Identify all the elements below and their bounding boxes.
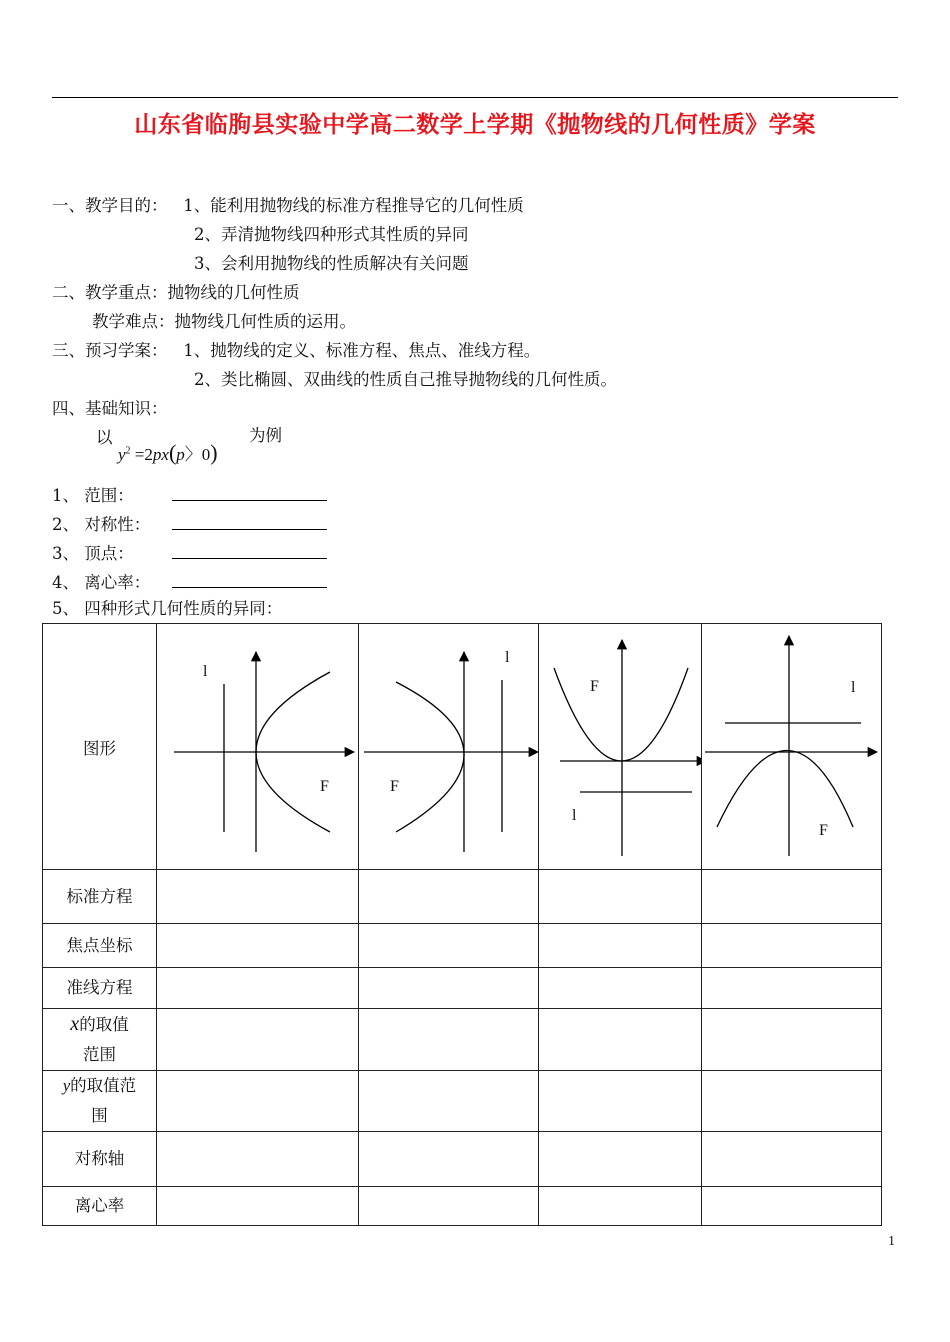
row-var-x: x	[70, 1013, 80, 1035]
fill-item-range	[52, 484, 327, 506]
row-label-text: 准线方程	[66, 978, 133, 997]
focus-label: F	[818, 822, 828, 839]
answer-cell[interactable]	[702, 1132, 882, 1187]
item-5-heading: 5、 四种形式几何性质的异同：	[52, 599, 283, 618]
formula-eq: =2	[134, 445, 153, 464]
graph-down-opening	[702, 624, 882, 870]
fill-item-num: 1、	[52, 486, 79, 505]
answer-cell[interactable]	[359, 968, 539, 1009]
parabola-right-diagram	[158, 624, 358, 865]
fill-item-label: 顶点：	[84, 544, 134, 563]
row-label-focus-coordinates	[43, 924, 157, 968]
answer-cell[interactable]	[157, 1187, 359, 1226]
answer-cell[interactable]	[539, 870, 702, 924]
row-label-text: 标准方程	[66, 886, 133, 906]
answer-cell[interactable]	[539, 924, 702, 968]
key-points-label: 二、教学重点：	[52, 283, 168, 302]
parabola-left-diagram	[360, 624, 538, 865]
answer-cell[interactable]	[702, 968, 882, 1009]
answer-cell[interactable]	[702, 924, 882, 968]
focus-label: F	[319, 778, 329, 795]
row-label-text: 焦点坐标	[66, 935, 133, 955]
row-label-text-2: 围	[91, 1106, 108, 1125]
row-label-text: 的取值范	[70, 1076, 137, 1095]
directrix-label: l	[850, 679, 855, 696]
formula-gt0: 〉0	[184, 445, 211, 464]
answer-cell[interactable]	[157, 968, 359, 1009]
basics-label: 四、基础知识：	[52, 399, 168, 418]
row-label-eccentricity	[43, 1187, 157, 1226]
answer-cell[interactable]	[539, 968, 702, 1009]
directrix-label: l	[571, 807, 576, 824]
fill-item-label: 离心率：	[84, 573, 151, 592]
formula-y: y	[118, 445, 126, 464]
objective-2: 2、弄清抛物线四种形式其性质的异同	[194, 225, 469, 244]
answer-cell[interactable]	[359, 924, 539, 968]
preview-line-1	[52, 341, 540, 361]
row-label-x-range	[43, 1009, 157, 1071]
fill-item-num: 4、	[52, 573, 79, 592]
answer-cell[interactable]	[157, 1009, 359, 1071]
directrix-label: l	[202, 663, 207, 680]
row-var-y: y	[62, 1076, 71, 1095]
preview-item-2: 2、类比椭圆、双曲线的性质自己推导抛物线的几何性质。	[194, 370, 617, 389]
formula-px: px	[152, 445, 169, 464]
parabola-curve	[717, 751, 853, 828]
example-suffix: 为例	[249, 426, 282, 445]
formula-lparen: (	[168, 440, 177, 465]
parabola-up-diagram	[540, 624, 701, 865]
answer-blank[interactable]	[172, 513, 327, 530]
formula-rparen: )	[210, 440, 218, 465]
row-label-standard-equation	[43, 870, 157, 924]
row-label-text: 离心率	[74, 1196, 125, 1215]
answer-cell[interactable]	[539, 1132, 702, 1187]
graph-right-opening	[157, 624, 359, 870]
answer-cell[interactable]	[157, 1132, 359, 1187]
answer-cell[interactable]	[359, 1187, 539, 1226]
fill-item-eccentricity	[52, 571, 327, 593]
graph-up-opening	[539, 624, 702, 870]
answer-cell[interactable]	[702, 1187, 882, 1226]
answer-cell[interactable]	[702, 1071, 882, 1132]
fill-item-symmetry	[52, 513, 327, 535]
page-number: 1	[888, 1234, 895, 1249]
answer-cell[interactable]	[539, 1071, 702, 1132]
difficulty-line	[92, 312, 356, 332]
focus-label: F	[389, 778, 399, 795]
answer-cell[interactable]	[359, 870, 539, 924]
parabola-curve	[554, 668, 688, 761]
row-label-directrix-equation	[43, 968, 157, 1009]
answer-cell[interactable]	[702, 870, 882, 924]
answer-cell[interactable]	[157, 870, 359, 924]
header-rule	[52, 97, 898, 98]
answer-cell[interactable]	[539, 1009, 702, 1071]
key-points-line	[52, 283, 300, 303]
answer-cell[interactable]	[157, 1071, 359, 1132]
graph-left-opening	[359, 624, 539, 870]
row-label-symmetry-axis	[43, 1132, 157, 1187]
directrix-label: l	[504, 649, 509, 666]
answer-blank[interactable]	[172, 542, 327, 559]
parabola-equation	[118, 440, 218, 466]
properties-table	[42, 623, 882, 1226]
difficulty-text: 抛物线几何性质的运用。	[174, 312, 356, 331]
objective-1: 1、能利用抛物线的标准方程推导它的几何性质	[183, 196, 524, 215]
objective-3: 3、会利用抛物线的性质解决有关问题	[194, 254, 469, 273]
row-label-text: 对称轴	[74, 1149, 125, 1168]
fill-item-label: 范围：	[84, 486, 134, 505]
answer-cell[interactable]	[359, 1132, 539, 1187]
graph-row-label: 图形	[43, 624, 157, 870]
parabola-curve	[396, 682, 464, 832]
fill-item-num: 2、	[52, 515, 79, 534]
fill-item-label: 对称性：	[84, 515, 151, 534]
row-label-text-2: 范围	[83, 1045, 116, 1064]
objectives-line-1	[52, 196, 524, 216]
preview-item-1: 1、抛物线的定义、标准方程、焦点、准线方程。	[183, 341, 541, 360]
key-points-text: 抛物线的几何性质	[167, 283, 300, 302]
answer-cell[interactable]	[359, 1071, 539, 1132]
answer-blank[interactable]	[172, 484, 327, 501]
difficulty-label: 教学难点：	[92, 312, 175, 331]
row-label-y-range	[43, 1071, 157, 1132]
parabola-down-diagram	[703, 624, 881, 865]
fill-item-num: 3、	[52, 544, 79, 563]
example-prefix: 以	[96, 428, 113, 447]
answer-cell[interactable]	[539, 1187, 702, 1226]
focus-label: F	[589, 678, 599, 695]
answer-cell[interactable]	[702, 1009, 882, 1071]
answer-cell[interactable]	[359, 1009, 539, 1071]
page-title: 山东省临朐县实验中学高二数学上学期《抛物线的几何性质》学案	[134, 112, 816, 138]
formula-exponent: 2	[125, 445, 131, 457]
objectives-label: 一、教学目的：	[52, 196, 168, 215]
fill-item-vertex	[52, 542, 327, 564]
preview-label: 三、预习学案：	[52, 341, 168, 360]
row-label-text: 的取值	[79, 1015, 129, 1034]
answer-cell[interactable]	[157, 924, 359, 968]
answer-blank[interactable]	[172, 571, 327, 588]
formula-p: p	[176, 445, 185, 464]
